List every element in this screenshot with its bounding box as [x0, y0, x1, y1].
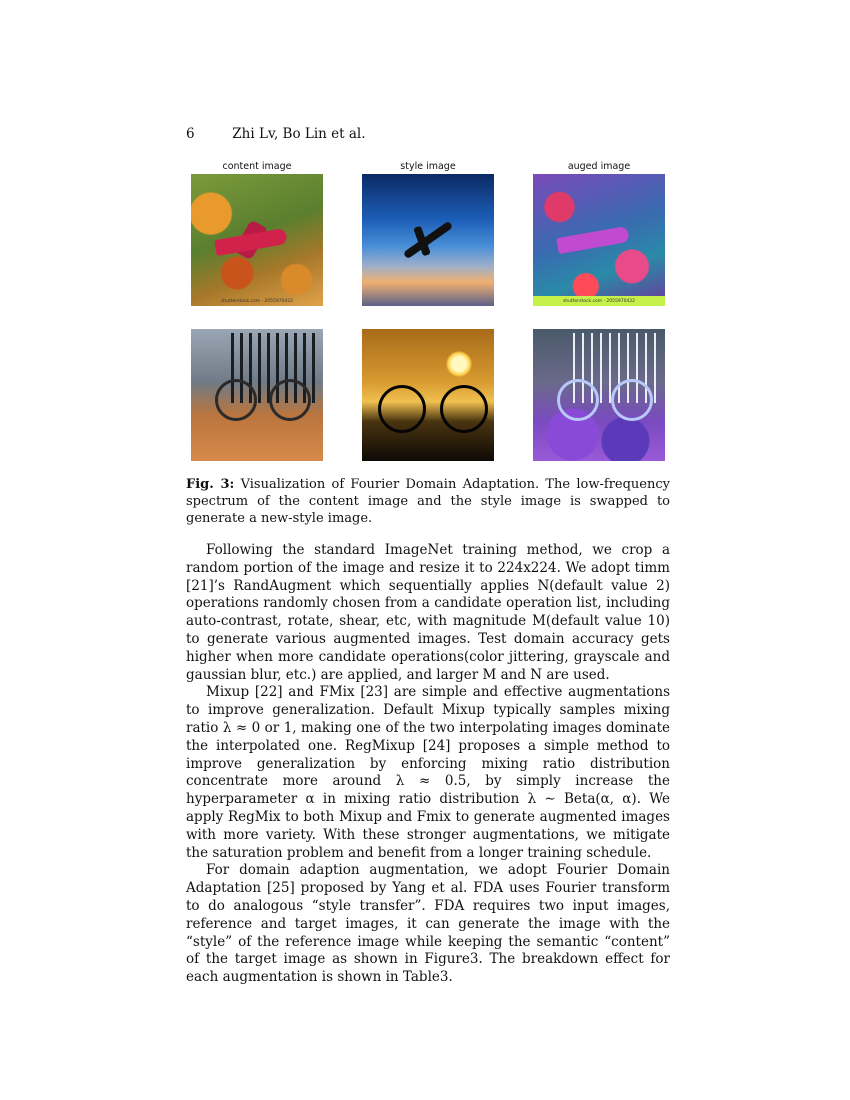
- col-label-auged: auged image: [567, 161, 631, 172]
- style-image-sunset-bicycle: [362, 329, 494, 461]
- style-image-cell-2: [362, 329, 494, 461]
- figure-3: [186, 160, 666, 460]
- watermark-2: shutterstock.com · 2055970422: [562, 299, 636, 304]
- page-number: 6: [186, 126, 195, 142]
- auged-image-plane: [533, 174, 665, 306]
- auged-image-bicycle: [533, 329, 665, 461]
- paragraph-1: Following the standard ImageNet training method, we crop a random portion of the image and resize it to 224x224. We adopt timm [21]’s RandAugment which sequentially applies N(default value 2) operations randomly chosen from a candidate operation list, including auto-contrast, rotate, shear, etc, with magnitude M(default value 10) to generate various augmented images. Test domain accuracy gets higher when more candidate operations(color jittering, grayscale and gaussian blur, etc.) are applied, and larger M and N are used.: [186, 542, 670, 683]
- content-image-plane: [191, 174, 323, 306]
- watermark-1: shutterstock.com · 2055970422: [220, 299, 294, 304]
- running-header: [186, 126, 366, 142]
- caption-label: Fig. 3:: [186, 477, 235, 492]
- auged-image-cell-2: [533, 329, 665, 461]
- paragraph-3: For domain adaption augmentation, we adopt Fourier Domain Adaptation [25] proposed by Yang et al. FDA uses Fourier transform to do analogous “style transfer”. FDA requires two input images, reference and target images, it can generate the image with the “style” of the reference image while keeping the semantic “content” of the target image as shown in Figure3. The breakdown effect for each augmentation is shown in Table3.: [186, 862, 670, 986]
- running-authors: Zhi Lv, Bo Lin et al.: [232, 126, 366, 142]
- body-text: [186, 542, 670, 987]
- style-image-cell-1: [362, 160, 494, 306]
- caption-text: Visualization of Fourier Domain Adaptation. The low-frequency spectrum of the content image and the style image is swapped to generate a new-style image.: [186, 477, 670, 526]
- col-label-style: style image: [400, 161, 456, 172]
- content-image-cell-1: [191, 160, 323, 306]
- content-image-cell-2: [191, 329, 323, 461]
- col-label-content: content image: [222, 161, 292, 172]
- content-image-bicycle: [191, 329, 323, 461]
- figure-caption: [186, 476, 670, 527]
- paragraph-2: Mixup [22] and FMix [23] are simple and effective augmentations to improve generalization. Default Mixup typically samples mixing ratio λ ≈ 0 or 1, making one of the two interpolating images dominate the interpolated one. RegMixup [24] proposes a simple method to improve generalization by enforcing mixing ratio distribution concentrate more around λ ≈ 0.5, by simply increase the hyperparameter α in mixing ratio distribution λ ∼ Beta(α, α). We apply RegMix to both Mixup and Fmix to generate augmented images with more variety. With these stronger augmentations, we mitigate the saturation problem and benefit from a longer training schedule.: [186, 684, 670, 861]
- auged-image-cell-1: [533, 160, 665, 306]
- style-image-sky: [362, 174, 494, 306]
